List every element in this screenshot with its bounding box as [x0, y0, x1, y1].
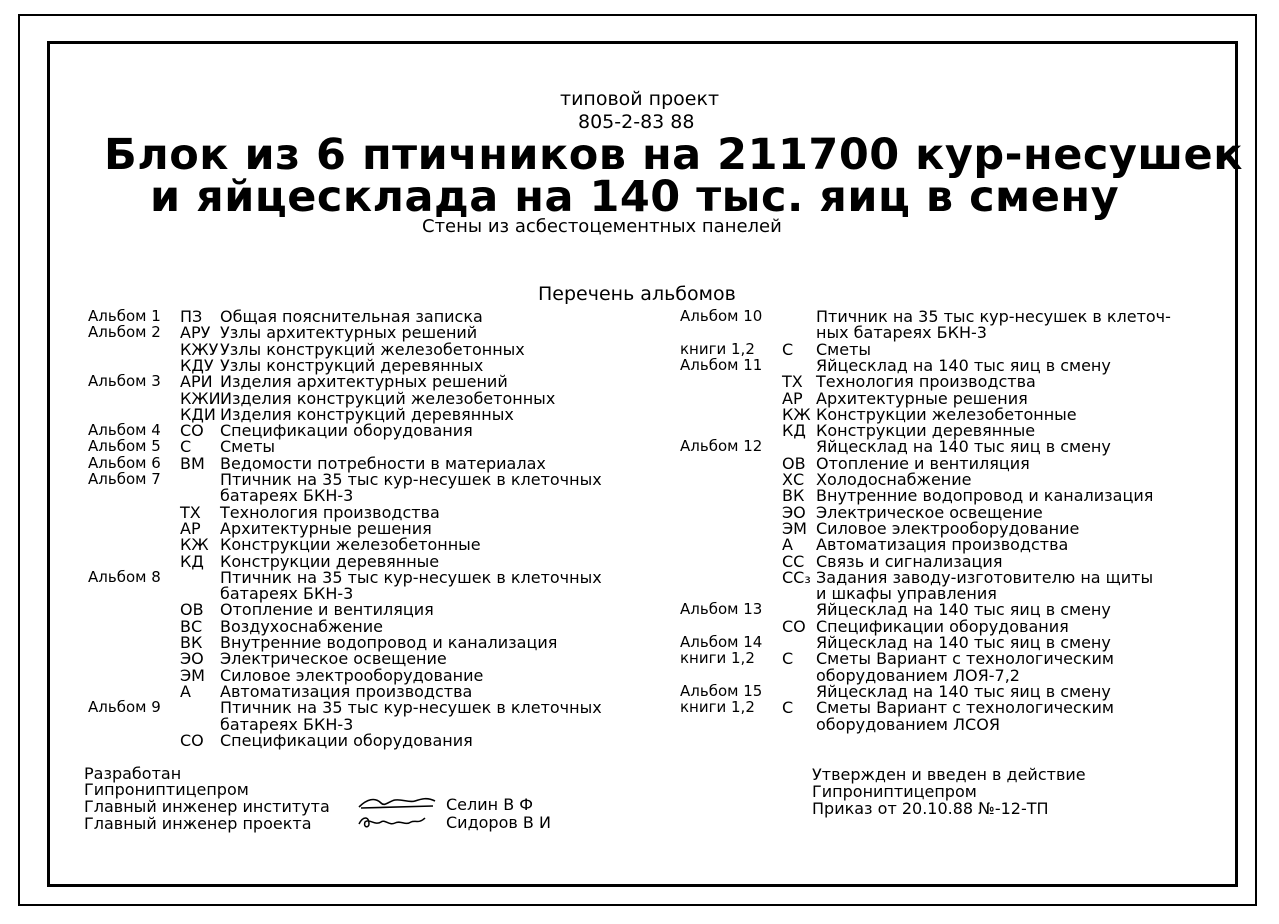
left-row-section-title: Изделия конструкций деревянных	[220, 404, 514, 424]
signature-selin	[355, 793, 441, 813]
left-row-section-title: Узлы конструкций железобетонных	[220, 339, 525, 359]
left-row-album-label: Альбом 5	[88, 437, 161, 456]
left-row-section-code: С	[180, 437, 192, 457]
right-row-section-title: Холодоснабжение	[816, 470, 972, 489]
left-row-section-code: ЭО	[180, 649, 204, 669]
left-row-section-title: Электрическое освещение	[220, 649, 447, 669]
right-row-section-title: Яйцесклад на 140 тыс яиц в смену	[816, 437, 1111, 457]
left-row-section-code: ОВ	[180, 600, 204, 620]
chief-project-role: Главный инженер проекта	[84, 814, 312, 833]
right-row-section-title: Яйцесклад на 140 тыс яиц в смену	[816, 600, 1111, 620]
left-row-section-code: АРИ	[180, 372, 213, 392]
approver-org: Гипрониптицепром	[812, 782, 977, 801]
right-row-section-title: Технология производства	[816, 372, 1036, 392]
left-row-section-code: АРУ	[180, 323, 211, 343]
left-row-section-title: Воздухоснабжение	[220, 616, 383, 636]
right-row-section-code: С	[782, 339, 794, 359]
right-row-section-title: и шкафы управления	[816, 584, 997, 604]
left-row-album-label: Альбом 6	[88, 453, 161, 472]
right-row-section-code: С	[782, 649, 794, 669]
left-row-section-code: КД	[180, 551, 204, 571]
left-row-section-code: СО	[180, 421, 204, 441]
left-row-section-title: Птичник на 35 тыс кур-несушек в клеточных	[220, 698, 602, 718]
left-row-album-label: Альбом 7	[88, 470, 161, 488]
developer-org: Гипрониптицепром	[84, 780, 249, 799]
left-row-section-title: Силовое электрооборудование	[220, 665, 484, 685]
right-row-section-title: Сметы Вариант с технологическим	[816, 698, 1114, 718]
right-row-section-code: СС	[782, 551, 805, 571]
left-row-section-code: А	[180, 681, 191, 701]
right-row-section-title: Спецификации оборудования	[816, 616, 1069, 636]
left-row-album-label: Альбом 2	[88, 323, 161, 342]
right-row-section-title: Архитектурные решения	[816, 388, 1028, 408]
right-row-section-title: Птичник на 35 тыс кур-несушек в клеточ-	[816, 307, 1171, 326]
left-row-section-title: Спецификации оборудования	[220, 421, 473, 441]
chief-project-name: Сидоров В И	[446, 813, 551, 832]
left-row-album-label: Альбом 4	[88, 421, 161, 440]
left-row-section-title: батареях БКН-3	[220, 584, 354, 604]
left-row-section-title: Конструкции железобетонные	[220, 535, 481, 555]
left-row-section-title: Узлы конструкций деревянных	[220, 355, 484, 375]
left-row-section-code: СО	[180, 730, 204, 750]
left-row-section-title: Автоматизация производства	[220, 681, 473, 701]
signature-sidorov	[355, 812, 431, 832]
right-row-album-label: Альбом 15	[680, 681, 763, 700]
left-row-section-title: Общая пояснительная записка	[220, 307, 483, 326]
left-row-section-title: Отопление и вентиляция	[220, 600, 434, 620]
right-row-section-title: Сметы Вариант с технологическим	[816, 649, 1114, 669]
left-row-section-title: Узлы архитектурных решений	[220, 323, 478, 343]
right-row-section-title: Электрическое освещение	[816, 502, 1043, 522]
left-row-section-code: КЖИ	[180, 388, 221, 408]
right-row-section-title: Связь и сигнализация	[816, 551, 1003, 571]
left-row-section-title: Конструкции деревянные	[220, 551, 440, 571]
left-row-section-title: батареях БКН-3	[220, 714, 354, 734]
left-row-section-title: Внутренние водопровод и канализация	[220, 633, 558, 652]
right-row-section-code: А	[782, 535, 793, 555]
left-row-section-code: ВМ	[180, 453, 205, 473]
right-row-section-code: ТХ	[782, 372, 803, 392]
left-row-section-title: батареях БКН-3	[220, 486, 354, 506]
right-row-section-title: Силовое электрооборудование	[816, 518, 1080, 538]
approved-label: Утвержден и введен в действие	[812, 765, 1086, 784]
left-row-section-title: Сметы	[220, 437, 276, 457]
left-row-section-title: Птичник на 35 тыс кур-несушек в клеточных	[220, 567, 602, 587]
left-row-section-title: Спецификации оборудования	[220, 730, 473, 750]
left-row-album-label: Альбом 1	[88, 307, 161, 325]
right-row-section-title: оборудованием ЛСОЯ	[816, 714, 1000, 734]
left-row-section-code: АР	[180, 518, 201, 538]
right-row-section-code: КЖ	[782, 404, 811, 424]
right-row-section-title: оборудованием ЛОЯ-7,2	[816, 665, 1020, 685]
right-row-section-code: ВК	[782, 486, 805, 506]
project-code: 805-2-83 88	[578, 111, 695, 133]
left-row-section-code: ВС	[180, 616, 203, 636]
left-row-album-label: Альбом 8	[88, 567, 161, 586]
left-row-section-code: ПЗ	[180, 307, 203, 326]
right-row-section-code: ЭМ	[782, 518, 807, 538]
right-row-album-label: книги 1,2	[680, 698, 755, 717]
right-row-section-title: Конструкции деревянные	[816, 421, 1036, 441]
right-row-section-code: ХС	[782, 470, 805, 489]
right-row-album-label: Альбом 11	[680, 355, 763, 374]
left-row-section-code: КДИ	[180, 404, 216, 424]
left-row-section-title: Изделия архитектурных решений	[220, 372, 508, 392]
left-row-section-code: КЖ	[180, 535, 209, 555]
right-row-album-label: Альбом 10	[680, 307, 763, 325]
right-row-section-code: СС₃	[782, 567, 811, 587]
right-row-section-title: Конструкции железобетонные	[816, 404, 1077, 424]
left-row-section-title: Ведомости потребности в материалах	[220, 453, 546, 473]
right-row-section-title: ных батареях БКН-3	[816, 323, 987, 343]
right-row-section-code: ЭО	[782, 502, 806, 522]
list-title: Перечень альбомов	[538, 283, 736, 305]
right-row-section-title: Яйцесклад на 140 тыс яиц в смену	[816, 355, 1111, 375]
right-row-album-label: Альбом 14	[680, 633, 763, 651]
chief-institute-role: Главный инженер института	[84, 797, 330, 816]
left-row-section-code: ВК	[180, 633, 203, 652]
left-row-section-title: Птичник на 35 тыс кур-несушек в клеточных	[220, 470, 602, 489]
right-row-section-title: Сметы	[816, 339, 872, 359]
left-row-section-title: Изделия конструкций железобетонных	[220, 388, 556, 408]
right-row-section-title: Внутренние водопровод и канализация	[816, 486, 1154, 506]
right-row-section-code: С	[782, 698, 794, 718]
developed-label: Разработан	[84, 764, 182, 783]
title-line-1: Блок из 6 птичников на 211700 кур-несушек	[104, 130, 1243, 180]
right-row-section-title: Автоматизация производства	[816, 535, 1069, 555]
right-row-section-title: Отопление и вентиляция	[816, 453, 1030, 473]
right-row-section-title: Яйцесклад на 140 тыс яиц в смену	[816, 633, 1111, 652]
left-row-album-label: Альбом 9	[88, 698, 161, 717]
right-row-section-code: АР	[782, 388, 803, 408]
right-row-section-title: Яйцесклад на 140 тыс яиц в смену	[816, 681, 1111, 701]
right-row-album-label: книги 1,2	[680, 339, 755, 358]
left-row-section-code: КЖУ	[180, 339, 219, 359]
subtitle: Стены из асбестоцементных панелей	[422, 216, 782, 237]
chief-institute-name: Селин В Ф	[446, 795, 534, 814]
right-row-section-code: ОВ	[782, 453, 806, 473]
title-line-2: и яйцесклада на 140 тыс. яиц в смену	[150, 172, 1120, 222]
left-row-section-title: Архитектурные решения	[220, 518, 432, 538]
left-row-section-code: КДУ	[180, 355, 214, 375]
right-row-album-label: Альбом 13	[680, 600, 763, 619]
left-row-section-code: ТХ	[180, 502, 201, 522]
right-row-section-code: СО	[782, 616, 806, 636]
order-number: Приказ от 20.10.88 №-12-ТП	[812, 799, 1049, 818]
right-row-album-label: книги 1,2	[680, 649, 755, 668]
left-row-section-code: ЭМ	[180, 665, 205, 685]
right-row-section-title: Задания заводу-изготовителю на щиты	[816, 567, 1154, 587]
right-row-section-code: КД	[782, 421, 806, 441]
left-row-album-label: Альбом 3	[88, 372, 161, 391]
right-row-album-label: Альбом 12	[680, 437, 763, 456]
left-row-section-title: Технология производства	[220, 502, 440, 522]
type-project-label: типовой проект	[560, 88, 720, 110]
